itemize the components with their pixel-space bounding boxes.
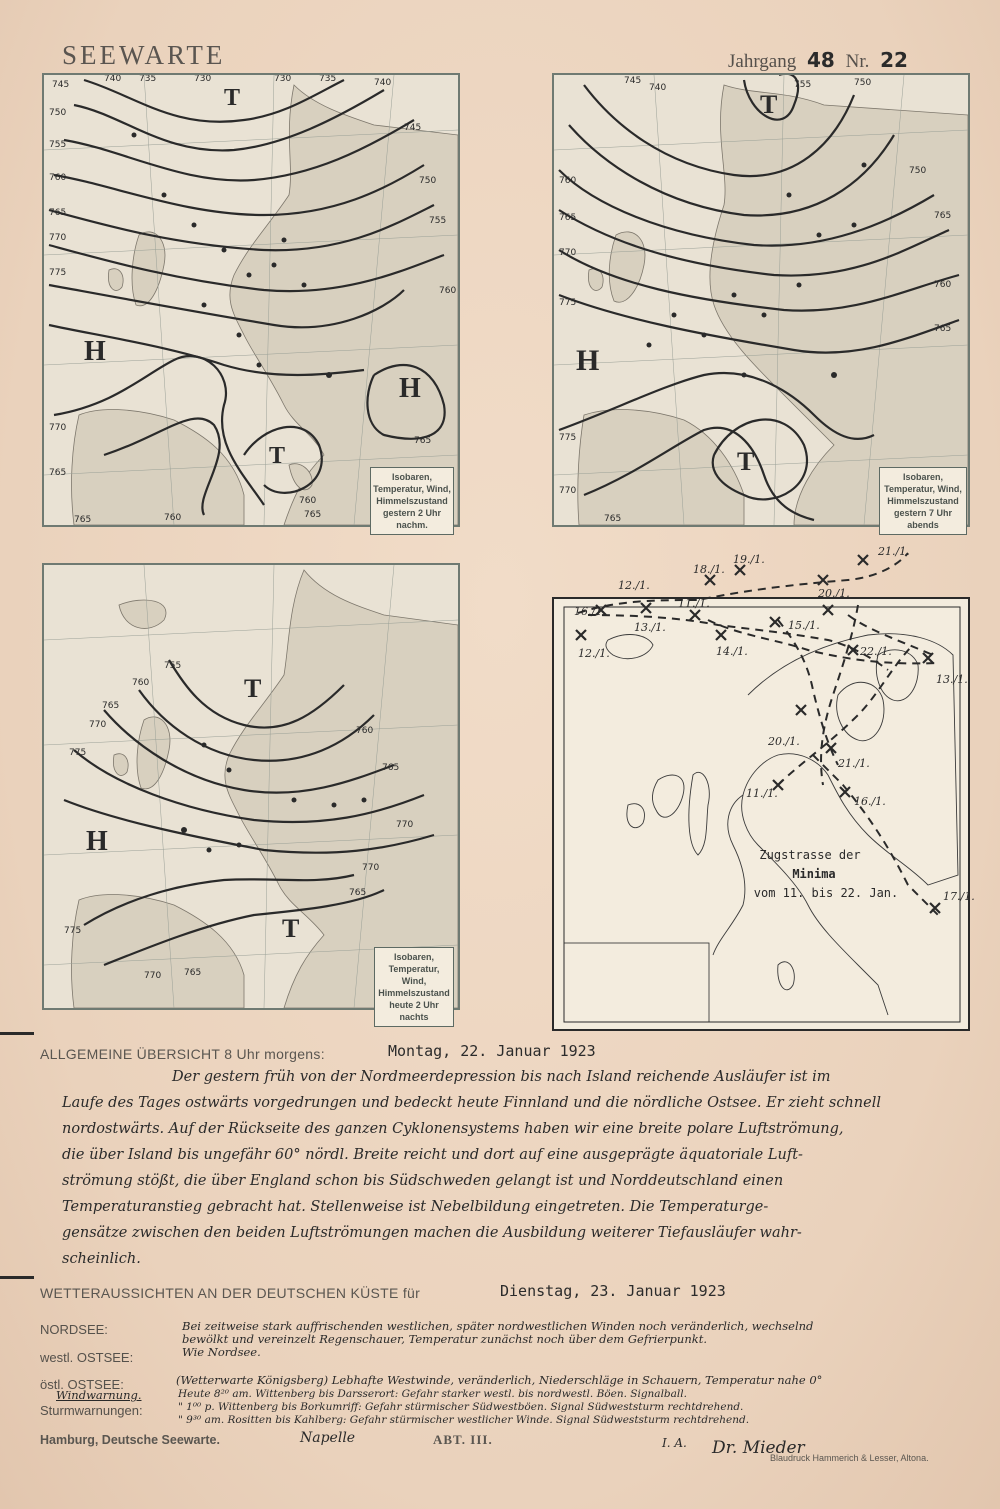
- department-label: ABT. III.: [433, 1432, 493, 1447]
- isobar-label: 765: [349, 888, 367, 898]
- windwarnung-label: Windwarnung.: [56, 1388, 142, 1402]
- isobar-label: 745: [52, 80, 70, 90]
- isobar-label: 760: [49, 173, 67, 183]
- storm-line: " 1⁰⁰ p. Wittenberg bis Borkumriff: Gefahr stürmischer Südwestböen. Signal Südweststurm rechtdrehend.: [178, 1401, 744, 1413]
- overview-line: Der gestern früh von der Nordmeerdepression bis nach Island reichende Ausläufer ist im: [172, 1069, 831, 1085]
- isobar-label: 775: [49, 268, 67, 278]
- overview-line: die über Island bis ungefähr 60° nördl. Breite reicht und dort auf eine ausgeprägte äquatoriale Luft-: [62, 1147, 803, 1163]
- track-date: 20./1.: [818, 587, 850, 600]
- ost-ostsee-label: östl. OSTSEE:: [40, 1377, 124, 1392]
- isobar-label: 775: [69, 748, 87, 758]
- isobar-label: 750: [419, 176, 437, 186]
- isobar-label: 765: [102, 701, 120, 711]
- legend-line: Himmelszustand: [887, 496, 959, 506]
- isobar-label: 755: [164, 661, 182, 671]
- weather-map-afternoon-drawing: [44, 75, 458, 525]
- overview-line: gensätze zwischen den beiden Luftströmungen machen die Ausbildung weiterer Tiefausläufer wahr-: [62, 1225, 802, 1241]
- storm-line: Heute 8²⁰ am. Wittenberg bis Darsserort: Gefahr starker westl. bis nordwestl. Böen. Signalball.: [178, 1388, 687, 1400]
- track-date: 17./1.: [943, 890, 975, 903]
- isobar-label: 765: [184, 968, 202, 978]
- overview-line: strömung stößt, die über England schon bis Südschweden gelangt ist und Norddeutschland einen: [62, 1173, 784, 1189]
- overview-line: Laufe des Tages ostwärts vorgedrungen und bedeckt heute Finnland und die nördliche Ostsee. Er zieht schnell: [62, 1095, 881, 1111]
- sturm-label: Sturmwarnungen:: [40, 1403, 143, 1418]
- low-pressure-label: T: [224, 85, 241, 111]
- isobar-label: 755: [794, 80, 812, 90]
- low-pressure-label: T: [269, 443, 286, 469]
- isobar-label: 735: [139, 75, 157, 84]
- legend-line: Temperatur, Wind,: [388, 964, 440, 986]
- low-pressure-label: T: [760, 90, 778, 119]
- track-caption: Minima: [792, 867, 836, 881]
- isobar-label: 765: [559, 213, 577, 223]
- cyclone-track-map-drawing: [548, 545, 988, 1035]
- isobar-label: 760: [299, 496, 317, 506]
- printer-credit: Blaudruck Hammerich & Lesser, Altona.: [770, 1453, 929, 1463]
- isobar-label: 770: [49, 233, 67, 243]
- storm-line: " 9³⁰ am. Rositten bis Kahlberg: Gefahr stürmischer westlicher Winde. Signal Südweststurm rechtdrehend.: [178, 1414, 750, 1426]
- weather-map-evening: [552, 73, 970, 530]
- isobar-label: 765: [49, 468, 67, 478]
- track-date: 12./1.: [578, 647, 610, 660]
- high-pressure-label: H: [84, 336, 106, 367]
- legend-line: Himmelszustand: [378, 988, 450, 998]
- jahrgang-label: Jahrgang: [728, 51, 797, 72]
- signature-initials: I. A.: [662, 1436, 687, 1450]
- track-date: 11./1.: [746, 787, 778, 800]
- isobar-label: 745: [624, 76, 642, 86]
- isobar-label: 770: [89, 720, 107, 730]
- isobar-label: 765: [604, 514, 622, 524]
- map-legend: [374, 947, 454, 1027]
- track-date: 15./1.: [788, 619, 820, 632]
- track-date: 13./1.: [936, 673, 968, 686]
- legend-line: Temperatur, Wind,: [884, 484, 962, 494]
- weather-map-evening-drawing: [554, 75, 968, 525]
- track-date: 19./1.: [733, 553, 765, 566]
- isobar-label: 740: [374, 78, 392, 88]
- storm-warnings: [178, 1388, 749, 1427]
- high-pressure-label: H: [399, 373, 421, 404]
- outlook-label: WETTERAUSSICHTEN AN DER DEUTSCHEN KÜSTE für: [40, 1285, 421, 1301]
- isobar-label: 750: [909, 166, 927, 176]
- legend-line: gestern 2 Uhr nachm.: [382, 508, 442, 530]
- isobar-label: 775: [559, 298, 577, 308]
- isobar-label: 765: [49, 208, 67, 218]
- west-ostsee-label: westl. OSTSEE:: [40, 1350, 134, 1365]
- isobar-label: 760: [439, 286, 457, 296]
- cyclone-track-map: [548, 545, 988, 1035]
- low-pressure-label: T: [282, 914, 300, 943]
- isobar-label: 755: [49, 140, 67, 150]
- isobar-label: 765: [304, 510, 322, 520]
- isobar-label: 750: [854, 78, 872, 88]
- isobar-label: 770: [144, 971, 162, 981]
- isobar-label: 765: [382, 763, 400, 773]
- isobar-label: 760: [559, 176, 577, 186]
- west-ostsee-forecast: Wie Nordsee.: [182, 1345, 261, 1359]
- isobar-label: 770: [559, 248, 577, 258]
- nordsee-forecast: [182, 1320, 813, 1359]
- isobar-label: 760: [164, 513, 182, 523]
- track-caption: vom 11. bis 22. Jan.: [753, 886, 899, 900]
- isobar-label: 745: [404, 123, 422, 133]
- track-date: 18./1.: [693, 563, 725, 576]
- track-date: 14./1.: [716, 645, 748, 658]
- overview-text: [62, 1064, 962, 1272]
- isobar-label: 760: [132, 678, 150, 688]
- weather-map-afternoon: [42, 73, 460, 530]
- isobar-label: 775: [559, 433, 577, 443]
- track-date: 16./1.: [854, 795, 886, 808]
- track-date: 12./1.: [618, 579, 650, 592]
- legend-line: gestern 7 Uhr abends: [893, 508, 953, 530]
- nordsee-label: NORDSEE:: [40, 1322, 108, 1337]
- isobar-label: 735: [319, 75, 337, 84]
- isobar-label: 730: [194, 75, 212, 84]
- isobar-label: 765: [74, 515, 92, 525]
- isobar-label: 760: [356, 726, 374, 736]
- weather-map-night-drawing: [44, 565, 458, 1008]
- jahrgang-value: 48: [807, 48, 835, 72]
- issue-number: [728, 48, 914, 73]
- overview-label: ALLGEMEINE ÜBERSICHT 8 Uhr morgens:: [40, 1046, 325, 1062]
- isobar-label: 765: [934, 211, 952, 221]
- map-legend: [879, 467, 967, 535]
- isobar-label: 755: [429, 216, 447, 226]
- nr-value: 22: [880, 48, 908, 72]
- high-pressure-label: H: [86, 826, 108, 857]
- isobar-label: 770: [362, 863, 380, 873]
- track-date: 11./1.: [678, 597, 710, 610]
- page-title: SEEWARTE: [62, 40, 226, 70]
- isobar-label: 775: [64, 926, 82, 936]
- isobar-label: 770: [396, 820, 414, 830]
- isobar-label: 740: [649, 83, 667, 93]
- isobar-label: 750: [49, 108, 67, 118]
- forecast-line: bewölkt und vereinzelt Regenschauer, Temperatur zunächst noch über dem Gefrierpunkt.: [182, 1332, 707, 1346]
- signature-director: Dr. Mieder: [712, 1438, 805, 1458]
- overview-date: Montag, 22. Januar 1923: [388, 1042, 596, 1060]
- isobar-label: 765: [934, 324, 952, 334]
- track-date: 20./1.: [768, 735, 800, 748]
- nr-label: Nr.: [845, 51, 870, 72]
- ost-ostsee-forecast: (Wetterwarte Königsberg) Lebhafte Westwinde, veränderlich, Niederschläge in Schauern, Temperatur nahe 0°: [176, 1373, 823, 1387]
- track-date: 13./1.: [634, 621, 666, 634]
- low-pressure-label: T: [737, 447, 755, 476]
- high-pressure-label: H: [576, 344, 600, 377]
- margin-mark: [0, 1032, 34, 1035]
- map-legend: [370, 467, 454, 535]
- legend-line: Temperatur, Wind,: [373, 484, 451, 494]
- isobar-label: 730: [274, 75, 292, 84]
- legend-line: Isobaren,: [902, 472, 943, 482]
- track-date: 22./1.: [860, 645, 892, 658]
- isobar-label: 770: [559, 486, 577, 496]
- footer-place: Hamburg, Deutsche Seewarte.: [40, 1433, 220, 1447]
- weather-map-night: [42, 563, 460, 1022]
- track-date: 21./1.: [878, 545, 910, 558]
- track-caption: Zugstrasse der: [759, 848, 861, 862]
- isobar-label: 760: [934, 280, 952, 290]
- isobar-label: 770: [49, 423, 67, 433]
- isobar-label: 765: [414, 436, 432, 446]
- outlook-date: Dienstag, 23. Januar 1923: [500, 1282, 726, 1300]
- overview-line: scheinlich.: [62, 1251, 141, 1267]
- signature-napelle: Napelle: [300, 1430, 356, 1446]
- legend-line: heute 2 Uhr nachts: [389, 1000, 439, 1022]
- forecast-line: Bei zeitweise stark auffrischenden westlichen, später nordwestlichen Winden noch veränderlich, wechselnd: [182, 1319, 814, 1333]
- isobar-label: 740: [104, 75, 122, 84]
- low-pressure-label: T: [244, 674, 262, 703]
- margin-mark: [0, 1276, 34, 1279]
- legend-line: Himmelszustand: [376, 496, 448, 506]
- overview-line: Temperaturanstieg gebracht hat. Stellenweise ist Nebelbildung eingetreten. Die Temperaturge-: [62, 1199, 769, 1215]
- legend-line: Isobaren,: [393, 952, 434, 962]
- legend-line: Isobaren,: [391, 472, 432, 482]
- track-date: 21./1.: [838, 757, 870, 770]
- overview-line: nordostwärts. Auf der Rückseite des ganzen Cyklonensystems haben wir eine breite polare Luftströmung,: [62, 1121, 844, 1137]
- track-date: 16./1.: [574, 605, 606, 618]
